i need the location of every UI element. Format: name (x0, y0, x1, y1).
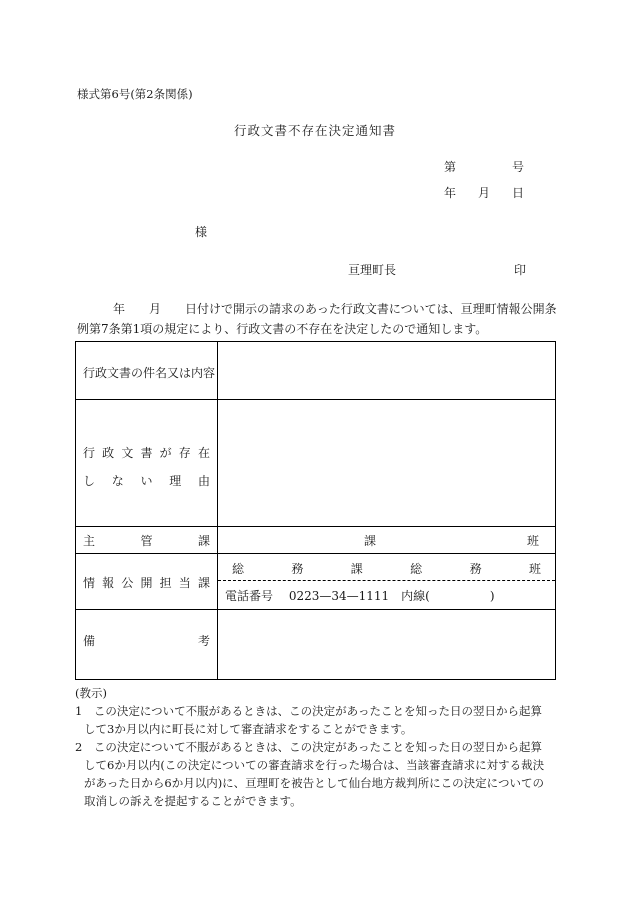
disclosure-section-label-char: 担 (159, 576, 172, 590)
remarks-label-char: 備 (83, 634, 96, 648)
decision-table (75, 341, 556, 680)
responsible-section-label-char: 課 (197, 534, 210, 548)
row-label-cell (76, 610, 218, 679)
document-number-prefix: 第 (444, 160, 457, 174)
phone-number: 電話番号 0223—34—1111 内線( ) (225, 589, 495, 603)
responsible-section-label (83, 532, 210, 549)
addressee-suffix: 様 (195, 225, 208, 239)
disclosure-section-label-char: 当 (178, 576, 191, 590)
notes-item-1-line-1: 1 この決定について不服があるときは、この決定があったことを知った日の翌日から起算 (75, 704, 542, 718)
disclosure-department-char: 班 (528, 562, 541, 576)
reason-label-char: が (159, 446, 172, 460)
disclosure-section-field (218, 554, 555, 609)
table-row-disclosure-section (76, 554, 555, 610)
row-label-cell (76, 554, 218, 609)
notes-item-2-line-4: 取消しの訴えを提起することができます。 (84, 794, 302, 808)
reason-label-char: 由 (197, 474, 210, 488)
disclosure-section-label (83, 574, 210, 591)
reason-label-char: 存 (178, 446, 191, 460)
reason-label-char: 書 (140, 446, 153, 460)
reason-label-char: い (140, 474, 153, 488)
row-label-cell (76, 527, 218, 553)
instruction-notes (75, 684, 555, 810)
table-row-remarks (76, 610, 555, 679)
section-unit-ka: 課 (364, 534, 377, 548)
table-row-nonexistence-reason (76, 400, 555, 527)
date-day: 日 (512, 186, 525, 200)
notice-year: 年 (113, 302, 126, 316)
notes-item-2-line-2: して6か月以内(この決定についての審査請求を行った場合は、当該審査請求に対する裁決 (84, 758, 545, 772)
table-row-responsible-section (76, 527, 555, 554)
remarks-field[interactable] (218, 610, 555, 679)
reason-label-char: 行 (83, 446, 96, 460)
disclosure-section-label-char: 開 (140, 576, 153, 590)
notice-month: 月 (149, 302, 162, 316)
form-number: 様式第6号(第2条関係) (77, 87, 193, 101)
table-row-document-subject (76, 342, 555, 400)
disclosure-section-label-char: 課 (197, 576, 210, 590)
dashed-divider (218, 580, 555, 581)
disclosure-department-name (232, 560, 541, 577)
notice-body (77, 299, 557, 339)
nonexistence-reason-field[interactable] (218, 400, 555, 526)
reason-label-char: な (111, 474, 124, 488)
row-label-cell (76, 400, 218, 526)
notes-item-1-line-2: して3か月以内に町長に対して審査請求をすることができます。 (84, 722, 413, 736)
issuer-name: 亘理町長 (348, 263, 397, 277)
reason-label-char: し (83, 474, 96, 488)
document-subject-field[interactable] (218, 342, 555, 399)
document-subject-label: 行政文書の件名又は内容 (83, 366, 216, 380)
notes-item-2-line-3: があった日から6か月以内)に、亘理町を被告として仙台地方裁判所にこの決定についての (84, 776, 544, 790)
notice-body-line-2: 例第7条第1項の規定により、行政文書の不存在を決定したので通知します。 (77, 322, 488, 336)
disclosure-department-char: 務 (469, 562, 482, 576)
remarks-label-char: 考 (197, 634, 210, 648)
notes-item-2-line-1: 2 この決定について不服があるときは、この決定があったことを知った日の翌日から起算 (75, 740, 542, 754)
document-number-suffix: 号 (512, 160, 525, 174)
disclosure-section-label-char: 情 (83, 576, 96, 590)
date-month: 月 (478, 186, 491, 200)
remarks-label (83, 632, 210, 649)
reason-label-char: 在 (197, 446, 210, 460)
responsible-section-label-char: 管 (140, 534, 153, 548)
disclosure-department-char: 総 (232, 562, 245, 576)
notes-heading: (教示) (75, 686, 107, 700)
reason-label-line-1 (83, 444, 210, 461)
reason-label-char: 文 (121, 446, 134, 460)
disclosure-department-char: 務 (291, 562, 304, 576)
reason-label-char: 政 (102, 446, 115, 460)
responsible-section-field[interactable] (218, 527, 555, 553)
notice-line-1-rest: 日付けで開示の請求のあった行政文書については、亘理町情報公開条 (185, 302, 557, 316)
disclosure-section-label-char: 報 (102, 576, 115, 590)
disclosure-section-label-char: 公 (121, 576, 134, 590)
row-label-cell (76, 342, 218, 399)
date-year: 年 (444, 186, 457, 200)
notice-body-line-1 (77, 299, 557, 319)
reason-label-line-2 (83, 472, 210, 489)
reason-label-char: 理 (169, 474, 182, 488)
section-unit-han: 班 (526, 534, 539, 548)
disclosure-department-char: 総 (410, 562, 423, 576)
seal-mark: 印 (514, 263, 527, 277)
document-title: 行政文書不存在決定通知書 (233, 123, 396, 138)
disclosure-department-char: 課 (350, 562, 363, 576)
responsible-section-label-char: 主 (83, 534, 96, 548)
